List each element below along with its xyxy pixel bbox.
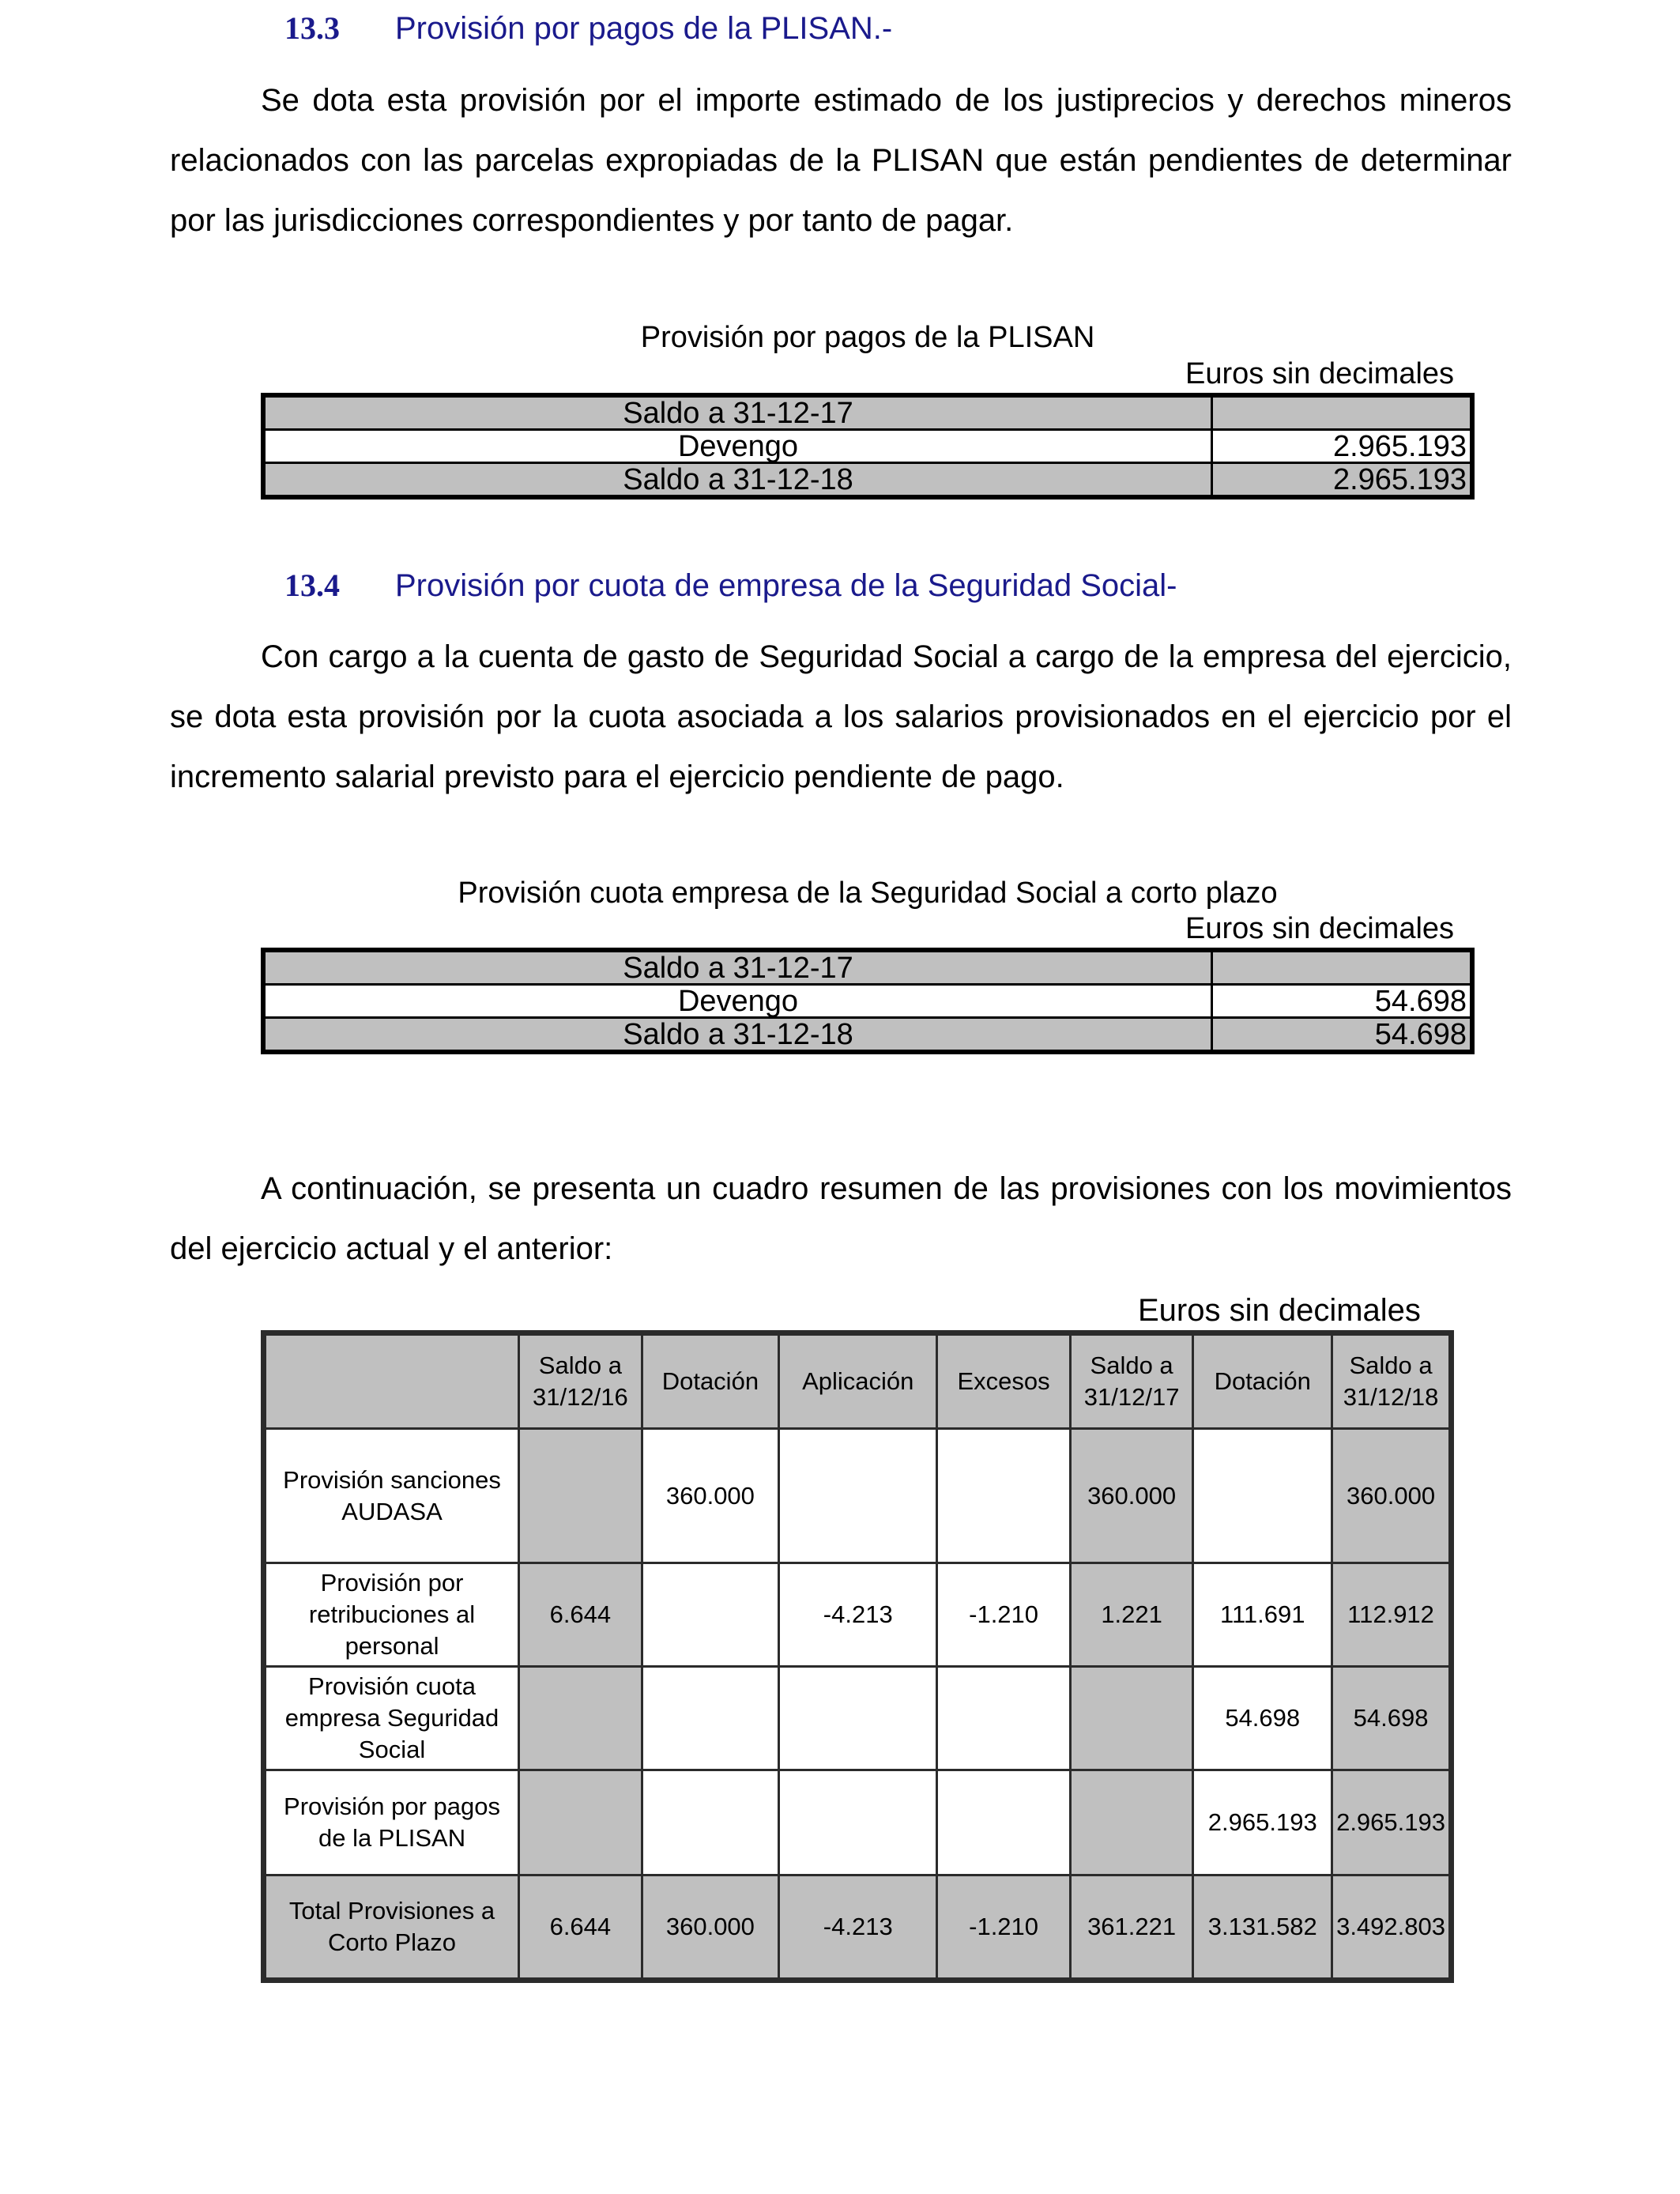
table-cell [1070,1770,1193,1875]
table-cell [779,1770,937,1875]
header-cell: Dotación [642,1333,778,1429]
table-cell [519,1770,642,1875]
table-cell: 111.691 [1193,1563,1332,1667]
table-cell [937,1429,1070,1563]
table-cell: 54.698 [1332,1667,1452,1770]
table-plisan-unit: Euros sin decimales [1185,357,1455,390]
paragraph-text: A continuación, se presenta un cuadro resumen de las provisiones con los movimientos del ejercicio actual y el anterior: [170,1171,1512,1266]
row-label: Devengo [263,430,1212,463]
row-label: Devengo [263,985,1212,1018]
table-cell: 3.131.582 [1193,1875,1332,1981]
table-ss-title: Provisión cuota empresa de la Seguridad Social a corto plazo [458,876,1278,910]
table-cell: 360.000 [1070,1429,1193,1563]
row-label: Saldo a 31-12-18 [263,1018,1212,1053]
row-label: Saldo a 31-12-17 [263,395,1212,430]
section-title: Provisión por cuota de empresa de la Seguridad Social- [395,568,1177,603]
header-cell: Saldo a 31/12/17 [1070,1333,1193,1429]
table-cell [519,1429,642,1563]
table-cell: 2.965.193 [1332,1770,1452,1875]
summary-paragraph [170,1159,1512,1279]
table-row [264,1667,1452,1770]
table-plisan [261,393,1475,499]
table-cell [1070,1667,1193,1770]
section-13-3-heading [284,9,892,47]
table-ss [261,948,1475,1054]
table-cell: 360.000 [642,1875,778,1981]
table-cell: 54.698 [1193,1667,1332,1770]
section-title: Provisión por pagos de la PLISAN.- [395,11,893,46]
header-cell: Saldo a 31/12/16 [519,1333,642,1429]
table-cell: 3.492.803 [1332,1875,1452,1981]
table-cell: 360.000 [642,1429,778,1563]
table-cell: -4.213 [779,1563,937,1667]
header-cell: Dotación [1193,1333,1332,1429]
row-value [1212,395,1473,430]
row-label: Total Provisiones a Corto Plazo [264,1875,519,1981]
table-cell [937,1770,1070,1875]
table-cell [1193,1429,1332,1563]
row-value: 2.965.193 [1212,430,1473,463]
table-row [263,985,1472,1018]
table-cell [779,1667,937,1770]
paragraph-text: Con cargo a la cuenta de gasto de Seguridad Social a cargo de la empresa del ejercicio, se dota esta provisión por la cuota asociada a los salarios provisionados en el ejercicio por el incremento salarial previsto para el ejercicio pendiente de pago. [170,639,1512,794]
table-cell: 112.912 [1332,1563,1452,1667]
row-value: 54.698 [1212,1018,1473,1053]
table-header-row [264,1333,1452,1429]
summary-table [261,1330,1454,1983]
table-cell: 361.221 [1070,1875,1193,1981]
table-plisan-title: Provisión por pagos de la PLISAN [640,321,1095,354]
row-value: 2.965.193 [1212,463,1473,498]
row-label: Provisión por retribuciones al personal [264,1563,519,1667]
row-value [1212,950,1473,985]
header-cell: Excesos [937,1333,1070,1429]
table-ss-unit: Euros sin decimales [1185,912,1455,945]
section-number: 13.4 [284,567,340,603]
table-cell [642,1667,778,1770]
table-cell: -1.210 [937,1563,1070,1667]
row-label: Provisión sanciones AUDASA [264,1429,519,1563]
row-label: Provisión cuota empresa Seguridad Social [264,1667,519,1770]
header-cell: Saldo a 31/12/18 [1332,1333,1452,1429]
table-cell: 6.644 [519,1875,642,1981]
row-value: 54.698 [1212,985,1473,1018]
table-cell: 1.221 [1070,1563,1193,1667]
section-number: 13.3 [284,10,340,46]
table-cell [779,1429,937,1563]
table-cell: 360.000 [1332,1429,1452,1563]
table-row [263,950,1472,985]
table-row [263,463,1472,498]
table-row [264,1770,1452,1875]
table-row [263,395,1472,430]
table-cell [519,1667,642,1770]
table-row [263,430,1472,463]
table-row [264,1563,1452,1667]
header-cell: Aplicación [779,1333,937,1429]
table-cell: -4.213 [779,1875,937,1981]
section-13-3-paragraph [170,70,1512,251]
table-total-row [264,1875,1452,1981]
summary-unit: Euros sin decimales [1138,1293,1421,1328]
table-cell: -1.210 [937,1875,1070,1981]
section-13-4-heading [284,567,1177,604]
table-cell: 6.644 [519,1563,642,1667]
table-cell: 2.965.193 [1193,1770,1332,1875]
table-row [264,1429,1452,1563]
header-cell [264,1333,519,1429]
row-label: Saldo a 31-12-18 [263,463,1212,498]
row-label: Provisión por pagos de la PLISAN [264,1770,519,1875]
row-label: Saldo a 31-12-17 [263,950,1212,985]
section-13-4-paragraph [170,627,1512,807]
table-row [263,1018,1472,1053]
table-cell [642,1563,778,1667]
paragraph-text: Se dota esta provisión por el importe estimado de los justiprecios y derechos mineros relacionados con las parcelas expropiadas de la PLISAN que están pendientes de determinar por las jurisdicciones correspondientes y por tanto de pagar. [170,83,1512,238]
table-cell [642,1770,778,1875]
table-cell [937,1667,1070,1770]
